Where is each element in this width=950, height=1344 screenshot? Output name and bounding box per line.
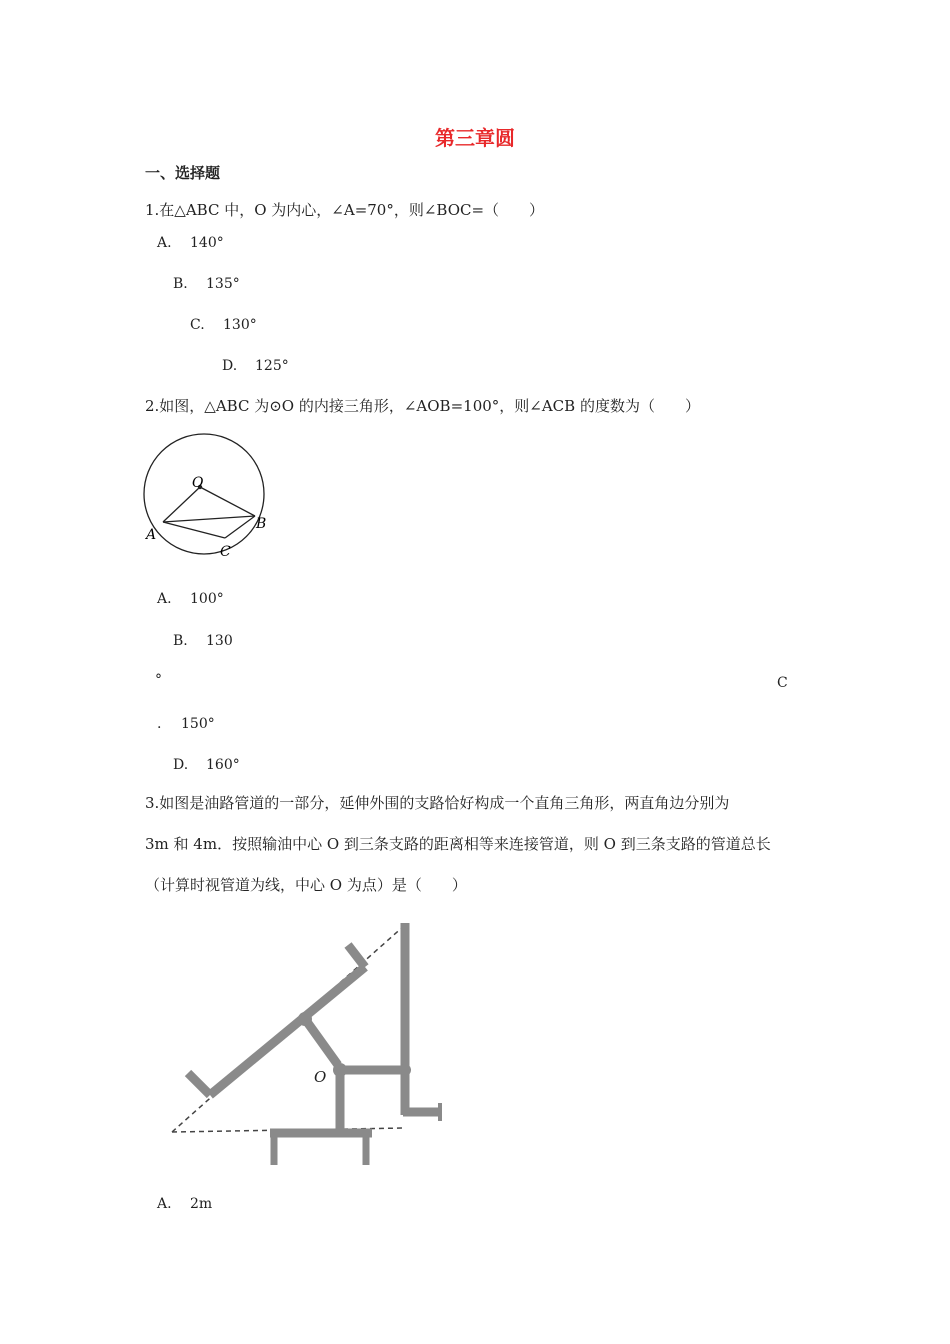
- option-text: 130: [206, 633, 233, 649]
- question-3-line-3: （计算时视管道为线，中心 O 为点）是（ ）: [145, 876, 467, 894]
- option-text: 125°: [255, 358, 289, 374]
- pipe-top-bend: [348, 945, 365, 967]
- segment-ob: [200, 487, 255, 516]
- q2-option-c-label: C: [777, 675, 788, 691]
- q2-option-d: [173, 757, 240, 773]
- pipe-to-center: [305, 1019, 338, 1065]
- segment-bc: [225, 516, 255, 538]
- segment-oa: [163, 487, 200, 522]
- pipe-joint-right: [399, 1064, 411, 1076]
- q1-option-c: [190, 317, 257, 333]
- question-2-stem: 2.如图，△ABC 为⊙O 的内接三角形，∠AOB=100°，则∠ACB 的度数为（ ）: [145, 397, 700, 415]
- q2-wrap-degree: °: [155, 672, 162, 688]
- q3-option-a: [157, 1196, 212, 1212]
- label-o: O: [314, 1068, 327, 1086]
- option-label: B.: [173, 633, 188, 649]
- option-text: 135°: [206, 276, 240, 292]
- segment-ac: [163, 522, 225, 538]
- option-label: A.: [157, 235, 172, 251]
- question-3-line-2: 3m 和 4m．按照输油中心 O 到三条支路的距离相等来连接管道，则 O 到三条支路的管道总长: [145, 835, 771, 853]
- section-heading: 一、选择题: [145, 164, 221, 182]
- q2-option-a: [157, 591, 224, 607]
- page-title: 第三章圆: [435, 126, 515, 150]
- option-label: D.: [222, 358, 238, 374]
- option-text: 130°: [223, 317, 257, 333]
- option-label: A.: [157, 1196, 172, 1212]
- option-label: B.: [173, 276, 188, 292]
- option-label: D.: [173, 757, 189, 773]
- q1-option-a: [157, 235, 224, 251]
- option-label: C.: [190, 317, 205, 333]
- label-c: C: [220, 544, 231, 560]
- option-text: 140°: [190, 235, 224, 251]
- q2-option-b: [173, 633, 233, 649]
- pipes: [188, 923, 440, 1165]
- option-text: 150°: [181, 716, 215, 732]
- option-text: 2m: [190, 1196, 213, 1212]
- label-a: A: [146, 527, 157, 543]
- question-1-stem: 1.在△ABC 中，O 为内心，∠A=70°，则∠BOC=（ ）: [145, 201, 545, 219]
- option-label: A.: [157, 591, 172, 607]
- wrap-dot: .: [157, 716, 162, 732]
- label-b: B: [256, 516, 267, 532]
- question-3-line-1: 3.如图是油路管道的一部分，延伸外围的支路恰好构成一个直角三角形，两直角边分别为: [145, 794, 730, 812]
- q1-option-b: [173, 276, 240, 292]
- pipeline-figure: [160, 915, 450, 1175]
- option-text: 160°: [206, 757, 240, 773]
- pipe-left-bend: [188, 1073, 210, 1095]
- circle-outline: [144, 434, 267, 554]
- q1-option-d: [222, 358, 289, 374]
- circle-figure: [135, 425, 280, 565]
- option-text: 100°: [190, 591, 224, 607]
- label-o: O: [192, 475, 204, 491]
- segment-ab: [163, 516, 255, 522]
- q2-option-c: [157, 716, 215, 732]
